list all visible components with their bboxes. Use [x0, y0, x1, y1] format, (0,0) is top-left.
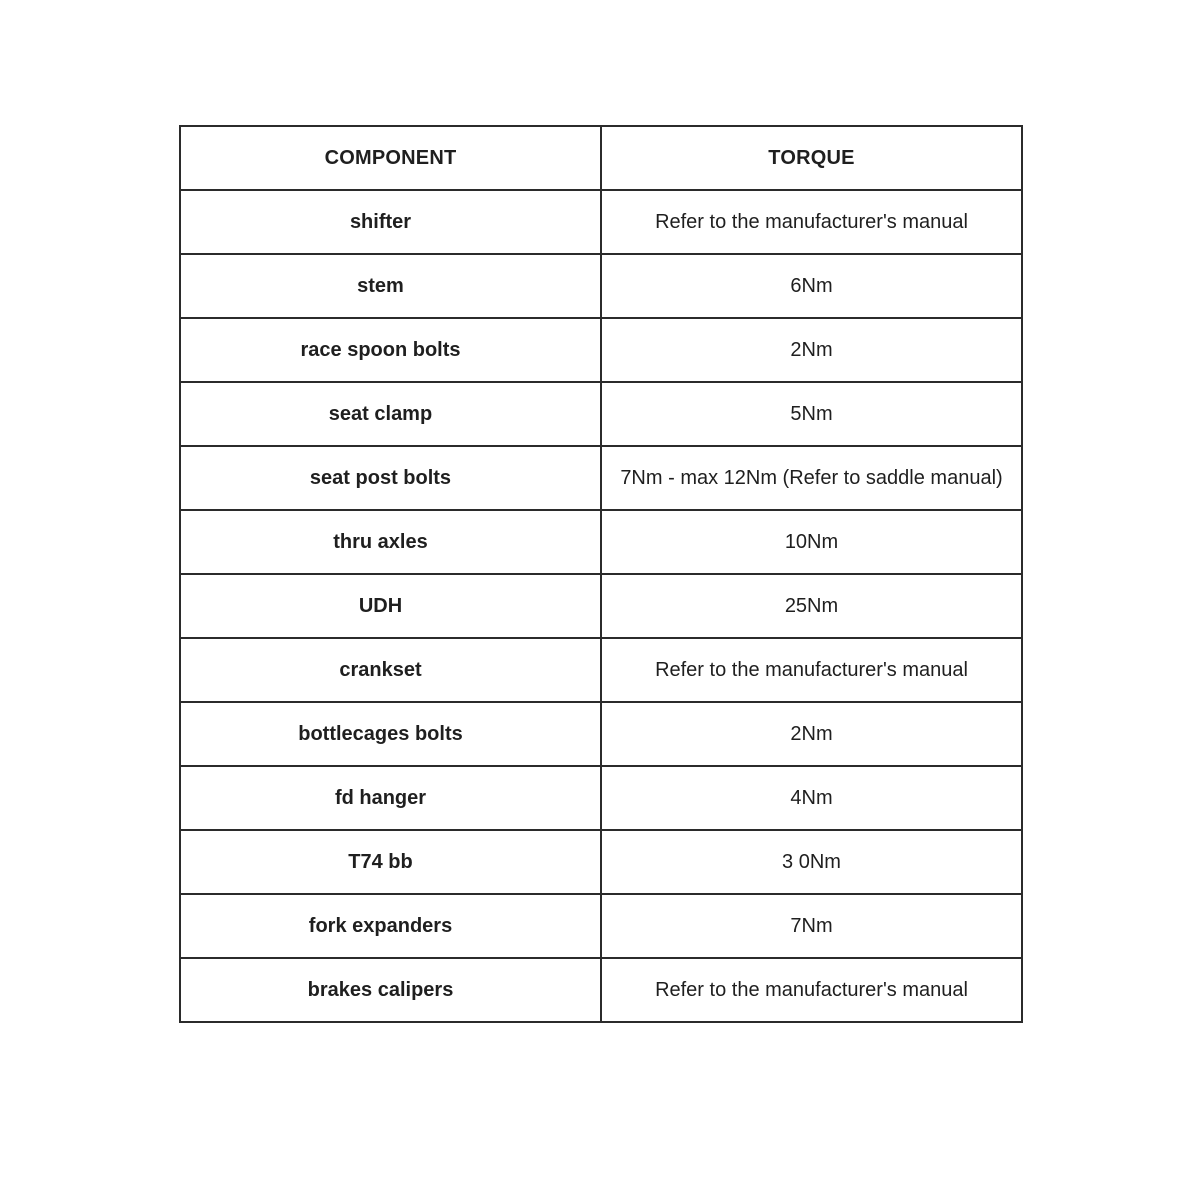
torque-cell: 4Nm — [601, 766, 1022, 830]
torque-cell: 2Nm — [601, 702, 1022, 766]
component-cell: seat post bolts — [180, 446, 601, 510]
table-row — [180, 702, 1022, 766]
torque-cell: 10Nm — [601, 510, 1022, 574]
component-cell: brakes calipers — [180, 958, 601, 1022]
table-row — [180, 446, 1022, 510]
component-cell: shifter — [180, 190, 601, 254]
column-header-torque: TORQUE — [601, 126, 1022, 190]
torque-cell: 6Nm — [601, 254, 1022, 318]
table-row — [180, 766, 1022, 830]
component-cell: race spoon bolts — [180, 318, 601, 382]
table-row — [180, 574, 1022, 638]
torque-cell: 25Nm — [601, 574, 1022, 638]
component-cell: crankset — [180, 638, 601, 702]
component-cell: bottlecages bolts — [180, 702, 601, 766]
table-row — [180, 318, 1022, 382]
table-row — [180, 510, 1022, 574]
torque-table — [179, 125, 1023, 1023]
component-cell: UDH — [180, 574, 601, 638]
table-row — [180, 638, 1022, 702]
torque-cell: 7Nm - max 12Nm (Refer to saddle manual) — [601, 446, 1022, 510]
torque-cell: Refer to the manufacturer's manual — [601, 190, 1022, 254]
table-header-row — [180, 126, 1022, 190]
component-cell: fork expanders — [180, 894, 601, 958]
torque-cell: Refer to the manufacturer's manual — [601, 638, 1022, 702]
torque-cell: 5Nm — [601, 382, 1022, 446]
torque-cell: Refer to the manufacturer's manual — [601, 958, 1022, 1022]
table-row — [180, 382, 1022, 446]
torque-cell: 2Nm — [601, 318, 1022, 382]
component-cell: thru axles — [180, 510, 601, 574]
table-row — [180, 958, 1022, 1022]
table-row — [180, 894, 1022, 958]
torque-cell: 3 0Nm — [601, 830, 1022, 894]
table-row — [180, 190, 1022, 254]
component-cell: stem — [180, 254, 601, 318]
torque-cell: 7Nm — [601, 894, 1022, 958]
column-header-component: COMPONENT — [180, 126, 601, 190]
component-cell: T74 bb — [180, 830, 601, 894]
table-row — [180, 254, 1022, 318]
component-cell: fd hanger — [180, 766, 601, 830]
table-row — [180, 830, 1022, 894]
component-cell: seat clamp — [180, 382, 601, 446]
